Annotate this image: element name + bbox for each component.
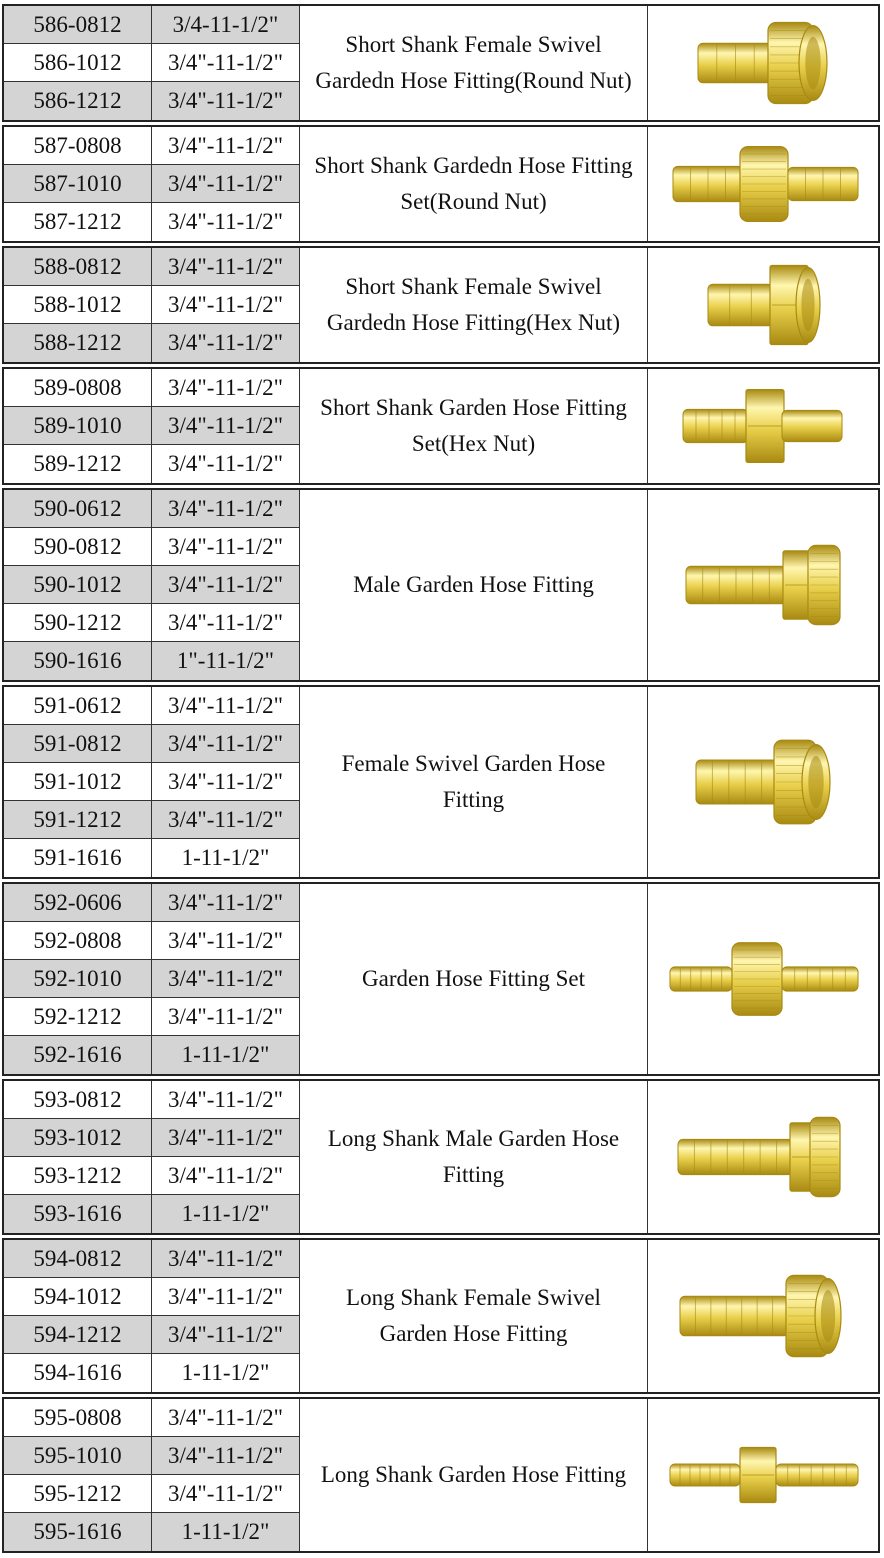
hose-barb	[680, 1296, 788, 1336]
fitting-set-icon	[648, 884, 878, 1074]
product-group	[2, 1238, 880, 1394]
part-number: 589-1010	[4, 407, 152, 444]
knurled-nut	[732, 943, 782, 1016]
table-row	[4, 1195, 300, 1233]
part-number: 589-1212	[4, 445, 152, 483]
table-row	[4, 1437, 300, 1475]
table-row	[4, 1036, 300, 1074]
table-row	[4, 1316, 300, 1354]
part-number: 595-1212	[4, 1475, 152, 1512]
part-number: 587-1212	[4, 203, 152, 241]
male-thread	[810, 1117, 840, 1196]
table-row	[4, 960, 300, 998]
product-group	[2, 246, 880, 364]
thread-size: 3/4-11-1/2"	[152, 6, 300, 43]
table-row	[4, 490, 300, 528]
part-number: 594-1012	[4, 1278, 152, 1315]
thread-size: 3/4"-11-1/2"	[152, 922, 300, 959]
table-row	[4, 884, 300, 922]
table-row	[4, 203, 300, 241]
hex-nut	[746, 390, 784, 463]
table-row	[4, 6, 300, 44]
product-description: Short Shank Female Swivel Gardedn Hose Fitting(Round Nut)	[300, 6, 648, 120]
table-row	[4, 286, 300, 324]
product-group	[2, 488, 880, 682]
part-number: 593-1616	[4, 1195, 152, 1233]
thread-size: 3/4"-11-1/2"	[152, 604, 300, 641]
hose-barb	[708, 284, 773, 326]
thread-size: 3/4"-11-1/2"	[152, 407, 300, 444]
part-number: 595-0808	[4, 1399, 152, 1436]
thread-size: 3/4"-11-1/2"	[152, 490, 300, 527]
table-row	[4, 1475, 300, 1513]
part-number: 590-0612	[4, 490, 152, 527]
part-number: 588-1212	[4, 324, 152, 362]
part-number: 588-1012	[4, 286, 152, 323]
table-row	[4, 1081, 300, 1119]
product-description: Female Swivel Garden Hose Fitting	[300, 687, 648, 877]
part-number: 589-0808	[4, 369, 152, 406]
thread-size: 3/4"-11-1/2"	[152, 1157, 300, 1194]
male-thread	[808, 545, 840, 624]
female-swivel-hex-nut-icon	[648, 248, 878, 362]
long-female-swivel-icon	[648, 1240, 878, 1392]
knurled-nut	[740, 147, 788, 222]
part-number: 593-1012	[4, 1119, 152, 1156]
thread-size: 1-11-1/2"	[152, 1354, 300, 1392]
product-group	[2, 1079, 880, 1235]
thread-size: 3/4"-11-1/2"	[152, 1278, 300, 1315]
part-number: 587-1010	[4, 165, 152, 202]
fitting-set-round-nut-icon	[648, 127, 878, 241]
thread-size: 3/4"-11-1/2"	[152, 763, 300, 800]
thread-size: 1-11-1/2"	[152, 1513, 300, 1551]
table-row	[4, 44, 300, 82]
product-description: Short Shank Gardedn Hose Fitting Set(Round Nut)	[300, 127, 648, 241]
thread-size: 3/4"-11-1/2"	[152, 127, 300, 164]
part-number: 591-0812	[4, 725, 152, 762]
part-number: 590-1616	[4, 642, 152, 680]
hose-barb	[673, 166, 743, 201]
hose-barb	[670, 967, 732, 991]
thread-size: 3/4"-11-1/2"	[152, 1240, 300, 1277]
part-number: 591-0612	[4, 687, 152, 724]
part-number: 587-0808	[4, 127, 152, 164]
thread-size: 3/4"-11-1/2"	[152, 1475, 300, 1512]
hex-collar	[783, 551, 809, 619]
part-number: 594-1212	[4, 1316, 152, 1353]
product-description: Short Shank Female Swivel Gardedn Hose Fitting(Hex Nut)	[300, 248, 648, 362]
part-number: 595-1616	[4, 1513, 152, 1551]
male-fitting-icon	[648, 490, 878, 680]
part-number: 592-1616	[4, 1036, 152, 1074]
part-number: 591-1212	[4, 801, 152, 838]
table-row	[4, 165, 300, 203]
product-group	[2, 4, 880, 122]
table-row	[4, 1240, 300, 1278]
part-number: 592-1212	[4, 998, 152, 1035]
hose-barb	[670, 1464, 740, 1486]
female-swivel-icon	[648, 687, 878, 877]
part-number: 591-1616	[4, 839, 152, 877]
part-number: 593-0812	[4, 1081, 152, 1118]
long-male-fitting-icon	[648, 1081, 878, 1233]
hose-barb	[698, 43, 773, 83]
product-description: Short Shank Garden Hose Fitting Set(Hex Nut)	[300, 369, 648, 483]
part-number: 586-0812	[4, 6, 152, 43]
thread-size: 3/4"-11-1/2"	[152, 445, 300, 483]
table-row	[4, 127, 300, 165]
thread-size: 3/4"-11-1/2"	[152, 884, 300, 921]
hose-tube	[782, 410, 842, 441]
table-row	[4, 82, 300, 120]
hose-barb	[683, 409, 748, 442]
female-swivel-round-nut-icon	[648, 6, 878, 120]
thread-size: 3/4"-11-1/2"	[152, 960, 300, 997]
thread-size: 3/4"-11-1/2"	[152, 528, 300, 565]
thread-size: 3/4"-11-1/2"	[152, 1316, 300, 1353]
table-row	[4, 922, 300, 960]
table-row	[4, 839, 300, 877]
thread-size: 3/4"-11-1/2"	[152, 324, 300, 362]
hose-barb	[678, 1139, 793, 1174]
table-row	[4, 763, 300, 801]
thread-size: 3/4"-11-1/2"	[152, 1437, 300, 1474]
part-number: 590-1012	[4, 566, 152, 603]
thread-size: 1-11-1/2"	[152, 1036, 300, 1074]
part-number: 592-0606	[4, 884, 152, 921]
thread-size: 3/4"-11-1/2"	[152, 1399, 300, 1436]
table-row	[4, 566, 300, 604]
table-row	[4, 998, 300, 1036]
part-number: 586-1012	[4, 44, 152, 81]
table-row	[4, 687, 300, 725]
thread-size: 3/4"-11-1/2"	[152, 286, 300, 323]
table-row	[4, 1157, 300, 1195]
part-number: 595-1010	[4, 1437, 152, 1474]
hose-barb	[782, 967, 858, 991]
table-row	[4, 725, 300, 763]
product-group	[2, 125, 880, 243]
long-fitting-set-icon	[648, 1399, 878, 1551]
part-number: 588-0812	[4, 248, 152, 285]
table-row	[4, 248, 300, 286]
part-number: 592-1010	[4, 960, 152, 997]
thread-size: 3/4"-11-1/2"	[152, 369, 300, 406]
fitting-set-hex-nut-icon	[648, 369, 878, 483]
product-group	[2, 882, 880, 1076]
table-row	[4, 407, 300, 445]
table-row	[4, 528, 300, 566]
hex-collar	[790, 1123, 812, 1191]
thread-size: 3/4"-11-1/2"	[152, 1119, 300, 1156]
product-description: Male Garden Hose Fitting	[300, 490, 648, 680]
thread-size: 3/4"-11-1/2"	[152, 203, 300, 241]
part-number: 592-0808	[4, 922, 152, 959]
hex-nut	[740, 1448, 776, 1503]
thread-size: 3/4"-11-1/2"	[152, 998, 300, 1035]
part-number: 590-1212	[4, 604, 152, 641]
part-number: 586-1212	[4, 82, 152, 120]
thread-size: 1"-11-1/2"	[152, 642, 300, 680]
hose-barb	[696, 760, 778, 804]
product-description: Long Shank Female Swivel Garden Hose Fitting	[300, 1240, 648, 1392]
hose-barb	[788, 167, 858, 200]
table-row	[4, 324, 300, 362]
product-group	[2, 367, 880, 485]
thread-size: 3/4"-11-1/2"	[152, 687, 300, 724]
part-number: 594-0812	[4, 1240, 152, 1277]
table-row	[4, 1278, 300, 1316]
table-row	[4, 642, 300, 680]
product-description: Long Shank Male Garden Hose Fitting	[300, 1081, 648, 1233]
hose-barb	[686, 566, 786, 603]
thread-size: 3/4"-11-1/2"	[152, 44, 300, 81]
part-number: 593-1212	[4, 1157, 152, 1194]
part-number: 594-1616	[4, 1354, 152, 1392]
thread-size: 3/4"-11-1/2"	[152, 165, 300, 202]
table-row	[4, 1119, 300, 1157]
product-group	[2, 685, 880, 879]
thread-size: 3/4"-11-1/2"	[152, 82, 300, 120]
table-row	[4, 604, 300, 642]
table-row	[4, 445, 300, 483]
hose-barb	[776, 1464, 858, 1486]
thread-size: 3/4"-11-1/2"	[152, 566, 300, 603]
table-row	[4, 1513, 300, 1551]
thread-size: 3/4"-11-1/2"	[152, 725, 300, 762]
product-group	[2, 1397, 880, 1553]
thread-size: 3/4"-11-1/2"	[152, 1081, 300, 1118]
product-description: Long Shank Garden Hose Fitting	[300, 1399, 648, 1551]
table-row	[4, 1399, 300, 1437]
table-row	[4, 1354, 300, 1392]
thread-size: 1-11-1/2"	[152, 1195, 300, 1233]
thread-size: 3/4"-11-1/2"	[152, 248, 300, 285]
table-row	[4, 801, 300, 839]
table-row	[4, 369, 300, 407]
product-description: Garden Hose Fitting Set	[300, 884, 648, 1074]
part-number: 590-0812	[4, 528, 152, 565]
thread-size: 1-11-1/2"	[152, 839, 300, 877]
part-number: 591-1012	[4, 763, 152, 800]
thread-size: 3/4"-11-1/2"	[152, 801, 300, 838]
